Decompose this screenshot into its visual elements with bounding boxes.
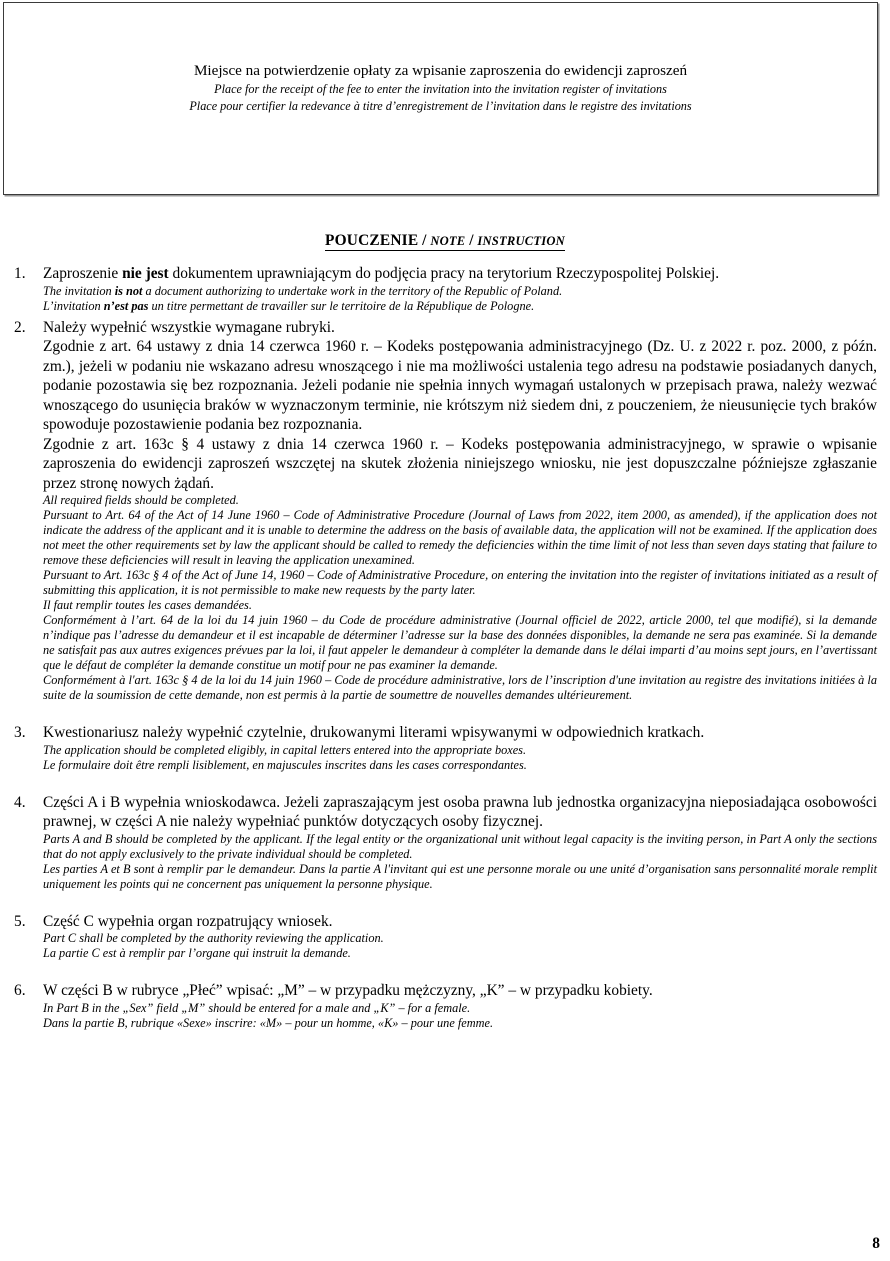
instruction-item-1 [0, 264, 890, 314]
item-1-en-pre: The invitation [43, 283, 115, 298]
item-1-en-post: a document authorizing to undertake work in the territory of the Republic of Poland. [142, 283, 563, 298]
item-2-paragraph-1-fr: Conformément à l’art. 64 de la loi du 14 juin 1960 – du Code de procédure administrative (Journal officiel de 2022, article 2000, tel que modifié), si la demande n’indique pas l’adresse du demandeur et il est incapable de déterminer l’adresse sur la base des données disponibles, la demande ne sera pas examinée. Si la demande ne satisfait pas aux autres exigences prévues par la loi, il faut appeler le demandeur à compléter la demande dans le délai imparti d’au moins sept jours, en l’avertissant que le défaut de compléter la demande constitue un motif pour ne pas examiner la demande. [43, 613, 877, 672]
instruction-item-4 [0, 793, 890, 892]
item-number-1: 1. [14, 265, 26, 282]
item-number-5: 5. [14, 912, 26, 930]
section-heading-en: NOTE [430, 234, 466, 248]
fee-receipt-box [3, 2, 878, 195]
item-6-text-fr: Dans la partie B, rubrique «Sexe» inscrire: «M» – pour un homme, «K» – pour une femme. [43, 1015, 494, 1030]
section-heading-separator-1: / [418, 232, 431, 249]
item-number-4: 4. [14, 793, 26, 811]
item-1-pl-bold: nie jest [122, 265, 169, 282]
item-2-paragraph-1-en: Pursuant to Art. 64 of the Act of 14 June 1960 – Code of Administrative Procedure (Journal of Laws from 2022, item 2000, as amended), if the application does not indicate the address of the applicant and it is unable to determine the address on the basis of available data, the application will not be examined. If the application does not meet the other requirements set by law the applicant should be called to remedy the deficiencies within the time limit of not less than seven days stating that failure to remove these deficiencies will result in leaving the application unexamined. [43, 508, 877, 567]
item-1-fr-bold: n’est pas [103, 298, 149, 313]
receipt-label-fr: Place pour certifier la redevance à titre d’enregistrement de l’invitation dans le registre des invitations [189, 98, 692, 113]
item-1-en-bold: is not [114, 283, 143, 298]
item-4-text-fr: Les parties A et B sont à remplir par le demandeur. Dans la partie A l'invitant qui est une personne morale ou une unité d’organisation sans personnalité morale remplit uniquement les points qui ne concernent pas uniquement la personne physique. [43, 861, 877, 891]
section-heading-pl: POUCZENIE [325, 232, 419, 249]
item-5-text-en: Part C shall be completed by the authority reviewing the application. [43, 931, 384, 945]
section-heading [0, 232, 890, 251]
spacer-4 [0, 892, 890, 912]
item-4-text-en: Parts A and B should be completed by the applicant. If the legal entity or the organizational unit without legal capacity is the inviting person, in Part A only the sections that do not apply exclusively to the private individual should be completed. [43, 831, 877, 861]
instruction-list [0, 264, 890, 1031]
receipt-label-pl: Miejsce na potwierdzenie opłaty za wpisanie zaproszenia do ewidencji zaproszeń [193, 62, 688, 79]
item-1-fr-pre: L’invitation [43, 298, 104, 313]
item-number-3: 3. [14, 724, 26, 741]
item-6-text-en: In Part B in the „Sex” field „M” should be entered for a male and „K” – for a female. [43, 1000, 471, 1015]
page-number: 8 [872, 1235, 880, 1252]
item-2-headline-fr: Il faut remplir toutes les cases demandées. [43, 598, 252, 612]
spacer-5 [0, 961, 890, 981]
item-5-text-pl: Część C wypełnia organ rozpatrujący wniosek. [43, 912, 333, 930]
instruction-item-6 [0, 981, 890, 1031]
instruction-item-5 [0, 912, 890, 962]
spacer-3 [0, 773, 890, 793]
item-1-text-fr [43, 299, 877, 314]
instruction-item-2 [0, 318, 890, 704]
item-2-headline-en: All required fields should be completed. [43, 493, 239, 507]
receipt-label-en: Place for the receipt of the fee to enter the invitation into the invitation register of invitations [214, 81, 667, 96]
item-2-headline-pl: Należy wypełnić wszystkie wymagane rubryki. [43, 318, 335, 336]
instruction-item-3 [0, 723, 890, 773]
item-1-text-pl [43, 264, 877, 284]
item-3-text-fr: Le formulaire doit être rempli lisiblement, en majuscules inscrites dans les cases correspondantes. [43, 757, 527, 772]
item-2-paragraph-2-en: Pursuant to Art. 163c § 4 of the Act of June 14, 1960 – Code of Administrative Procedure, on entering the invitation into the register of invitations initiated as a result of submitting this application, it is not permissible to make new requests by the party later. [43, 568, 877, 597]
item-2-paragraph-1-pl: Zgodnie z art. 64 ustawy z dnia 14 czerwca 1960 r. – Kodeks postępowania administracyjnego (Dz. U. z 2022 r. poz. 2000, z późn. zm.), jeżeli w podaniu nie wskazano adresu wnoszącego i nie ma możliwości ustalenia tego adresu na podstawie posiadanych danych, podanie pozostawia się bez rozpoznania. Jeżeli podanie nie spełnia innych wymagań ustalonych w przepisach prawa, należy wezwać wnoszącego do usunięcia braków w wyznaczonym terminie, nie krótszym niż siedem dni, z pouczeniem, że nieusunięcie tych braków spowoduje pozostawienie podania bez rozpoznania. [43, 338, 877, 433]
item-1-pl-pre: Zaproszenie [43, 265, 123, 282]
item-3-text-pl: Kwestionariusz należy wypełnić czytelnie, drukowanymi literami wpisywanymi w odpowiednich kratkach. [43, 724, 705, 741]
item-2-paragraph-2-pl: Zgodnie z art. 163c § 4 ustawy z dnia 14 czerwca 1960 r. – Kodeks postępowania administracyjnego, w sprawie o wpisanie zaproszenia do ewidencji zaproszeń wszczętej na skutek złożenia niniejszego wniosku, nie jest dopuszczalne późniejsze zgłaszanie przez stronę nowych żądań. [43, 435, 877, 492]
item-1-pl-post: dokumentem uprawniającym do podjęcia pracy na terytorium Rzeczypospolitej Polskiej. [168, 265, 720, 282]
item-2-paragraph-2-fr: Conformément à l'art. 163c § 4 de la loi du 14 juin 1960 – Code de procédure administrative, lors de l’inscription d'une invitation au registre des invitations initiées à la suite de la soumission de cette demande, non est permis à la partie de soumettre de nouvelles demandes ultérieurement. [43, 673, 877, 702]
item-4-text-pl: Części A i B wypełnia wnioskodawca. Jeżeli zapraszającym jest osoba prawna lub jednostka organizacyjna nieposiadająca osobowości prawnej, w części A nie należy wypełniać punktów dotyczących osoby fizycznej. [43, 793, 877, 830]
item-1-fr-post: un titre permettant de travailler sur le territoire de la République de Pologne. [148, 298, 535, 313]
receipt-box-text [4, 3, 877, 114]
item-number-6: 6. [14, 982, 26, 999]
section-heading-separator-2: / [465, 232, 478, 249]
section-heading-fr: INSTRUCTION [477, 234, 565, 248]
item-1-text-en [43, 284, 877, 299]
item-6-text-pl: W części B w rubryce „Płeć” wpisać: „M” – w przypadku mężczyzny, „K” – w przypadku kobiety. [43, 982, 653, 999]
spacer-2 [0, 703, 890, 723]
section-heading-underline [325, 232, 565, 251]
item-3-text-en: The application should be completed eligibly, in capital letters entered into the appropriate boxes. [43, 742, 527, 757]
item-number-2: 2. [14, 318, 26, 336]
item-5-text-fr: La partie C est à remplir par l’organe qui instruit la demande. [43, 946, 351, 960]
